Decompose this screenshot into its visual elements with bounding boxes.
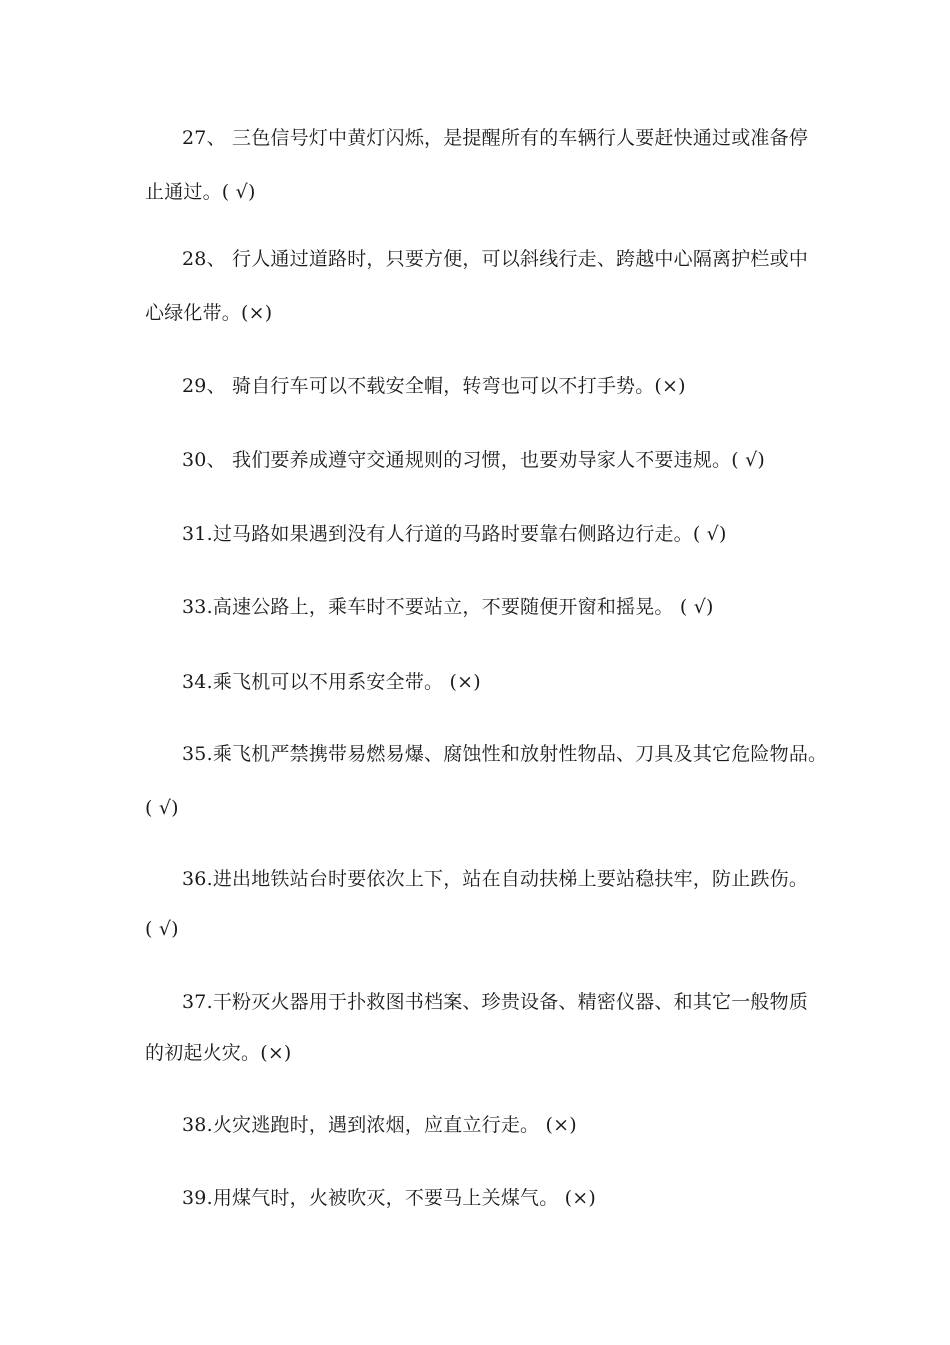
item-28-line-2: 心绿化带。(×) — [145, 302, 273, 324]
item-37-line-1: 37.干粉灭火器用于扑救图书档案、珍贵设备、精密仪器、和其它一般物质 — [182, 991, 809, 1013]
item-36-line-2: ( √) — [145, 918, 179, 940]
item-31-line-1: 31.过马路如果遇到没有人行道的马路时要靠右侧路边行走。( √) — [182, 523, 727, 545]
item-27-line-1: 27、 三色信号灯中黄灯闪烁，是提醒所有的车辆行人要赶快通过或准备停 — [182, 127, 809, 149]
item-30-line-1: 30、 我们要养成遵守交通规则的习惯，也要劝导家人不要违规。( √) — [182, 449, 765, 471]
item-37-line-2: 的初起火灾。(×) — [145, 1042, 292, 1064]
item-27-line-2: 止通过。( √) — [145, 181, 256, 203]
item-35-line-2: ( √) — [145, 797, 179, 819]
item-33-line-1: 33.高速公路上，乘车时不要站立，不要随便开窗和摇晃。 ( √) — [182, 596, 714, 618]
item-34-line-1: 34.乘飞机可以不用系安全带。 (×) — [182, 671, 481, 693]
item-36-line-1: 36.进出地铁站台时要依次上下，站在自动扶梯上要站稳扶牢，防止跌伤。 — [182, 868, 809, 890]
item-28-line-1: 28、 行人通过道路时，只要方便，可以斜线行走、跨越中心隔离护栏或中 — [182, 248, 809, 270]
item-38-line-1: 38.火灾逃跑时，遇到浓烟，应直立行走。 (×) — [182, 1114, 577, 1136]
item-29-line-1: 29、 骑自行车可以不载安全帽，转弯也可以不打手势。(×) — [182, 375, 686, 397]
item-39-line-1: 39.用煤气时，火被吹灭，不要马上关煤气。 (×) — [182, 1187, 597, 1209]
item-35-line-1: 35.乘飞机严禁携带易燃易爆、腐蚀性和放射性物品、刀具及其它危险物品。 — [182, 743, 828, 765]
